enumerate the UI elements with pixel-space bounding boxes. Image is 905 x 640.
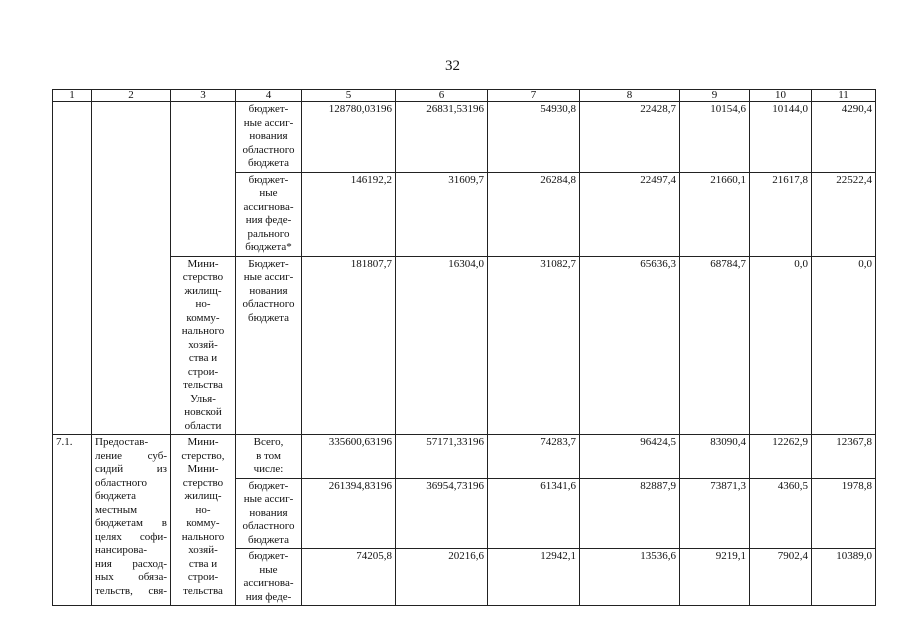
cell-executor: Мини- стерство жилищ- но- комму- нального хозяй- ства и строи- тельства Улья- новской области — [171, 256, 236, 435]
cell-value: 12367,8 — [812, 435, 876, 479]
cell-value: 12942,1 — [488, 549, 580, 606]
page-number: 32 — [445, 58, 460, 74]
cell-value: 7902,4 — [750, 549, 812, 606]
cell-value: 20216,6 — [396, 549, 488, 606]
cell-value: 21617,8 — [750, 172, 812, 256]
cell-value: 0,0 — [812, 256, 876, 435]
cell-value: 10144,0 — [750, 102, 812, 173]
cell-value: 22428,7 — [580, 102, 680, 173]
cell-value: 31609,7 — [396, 172, 488, 256]
cell-value: 22522,4 — [812, 172, 876, 256]
cell-value: 16304,0 — [396, 256, 488, 435]
cell-value: 4360,5 — [750, 478, 812, 549]
cell-executor — [171, 102, 236, 257]
cell-value: 13536,6 — [580, 549, 680, 606]
cell-value: 61341,6 — [488, 478, 580, 549]
cell-value: 261394,83196 — [302, 478, 396, 549]
column-header: 1 — [53, 90, 92, 102]
cell-source: Всего, в том числе: — [236, 435, 302, 479]
cell-value: 0,0 — [750, 256, 812, 435]
cell-number — [53, 102, 92, 435]
cell-value: 57171,33196 — [396, 435, 488, 479]
cell-value: 83090,4 — [680, 435, 750, 479]
cell-value: 10154,6 — [680, 102, 750, 173]
table-row — [53, 435, 876, 479]
column-header: 3 — [171, 90, 236, 102]
cell-value: 21660,1 — [680, 172, 750, 256]
cell-value: 82887,9 — [580, 478, 680, 549]
cell-source: бюджет- ные ассиг- нования областного бюджета — [236, 478, 302, 549]
cell-value: 96424,5 — [580, 435, 680, 479]
cell-value: 65636,3 — [580, 256, 680, 435]
cell-value: 146192,2 — [302, 172, 396, 256]
cell-value: 128780,03196 — [302, 102, 396, 173]
cell-source: бюджет- ные ассиг- нования областного бюджета — [236, 102, 302, 173]
cell-measure — [92, 102, 171, 435]
column-header: 9 — [680, 90, 750, 102]
table-row — [53, 102, 876, 173]
budget-table — [52, 89, 876, 606]
cell-number: 7.1. — [53, 435, 92, 606]
cell-value: 74283,7 — [488, 435, 580, 479]
column-header: 6 — [396, 90, 488, 102]
cell-value: 12262,9 — [750, 435, 812, 479]
cell-source: бюджет- ные ассигнова- ния феде- рального бюджета* — [236, 172, 302, 256]
cell-value: 74205,8 — [302, 549, 396, 606]
column-header: 8 — [580, 90, 680, 102]
cell-value: 10389,0 — [812, 549, 876, 606]
column-header: 5 — [302, 90, 396, 102]
column-header: 10 — [750, 90, 812, 102]
cell-value: 31082,7 — [488, 256, 580, 435]
cell-value: 36954,73196 — [396, 478, 488, 549]
cell-value: 335600,63196 — [302, 435, 396, 479]
column-header: 2 — [92, 90, 171, 102]
table-row — [53, 256, 876, 435]
column-header: 4 — [236, 90, 302, 102]
cell-value: 73871,3 — [680, 478, 750, 549]
column-number-row — [53, 90, 876, 102]
cell-value: 9219,1 — [680, 549, 750, 606]
cell-value: 26284,8 — [488, 172, 580, 256]
cell-measure: Предостав- ление суб- сидий из областного бюджета местным бюджетам в целях софи- нансирова- ния расход- ных обяза- тельств, свя- — [92, 435, 171, 606]
cell-value: 54930,8 — [488, 102, 580, 173]
cell-source: Бюджет- ные ассиг- нования областного бюджета — [236, 256, 302, 435]
column-header: 11 — [812, 90, 876, 102]
cell-value: 1978,8 — [812, 478, 876, 549]
cell-value: 4290,4 — [812, 102, 876, 173]
cell-value: 181807,7 — [302, 256, 396, 435]
cell-value: 26831,53196 — [396, 102, 488, 173]
cell-executor: Мини- стерство, Мини- стерство жилищ- но- комму- нального хозяй- ства и строи- тельства — [171, 435, 236, 606]
cell-value: 22497,4 — [580, 172, 680, 256]
column-header: 7 — [488, 90, 580, 102]
cell-source: бюджет- ные ассигнова- ния феде- — [236, 549, 302, 606]
cell-value: 68784,7 — [680, 256, 750, 435]
